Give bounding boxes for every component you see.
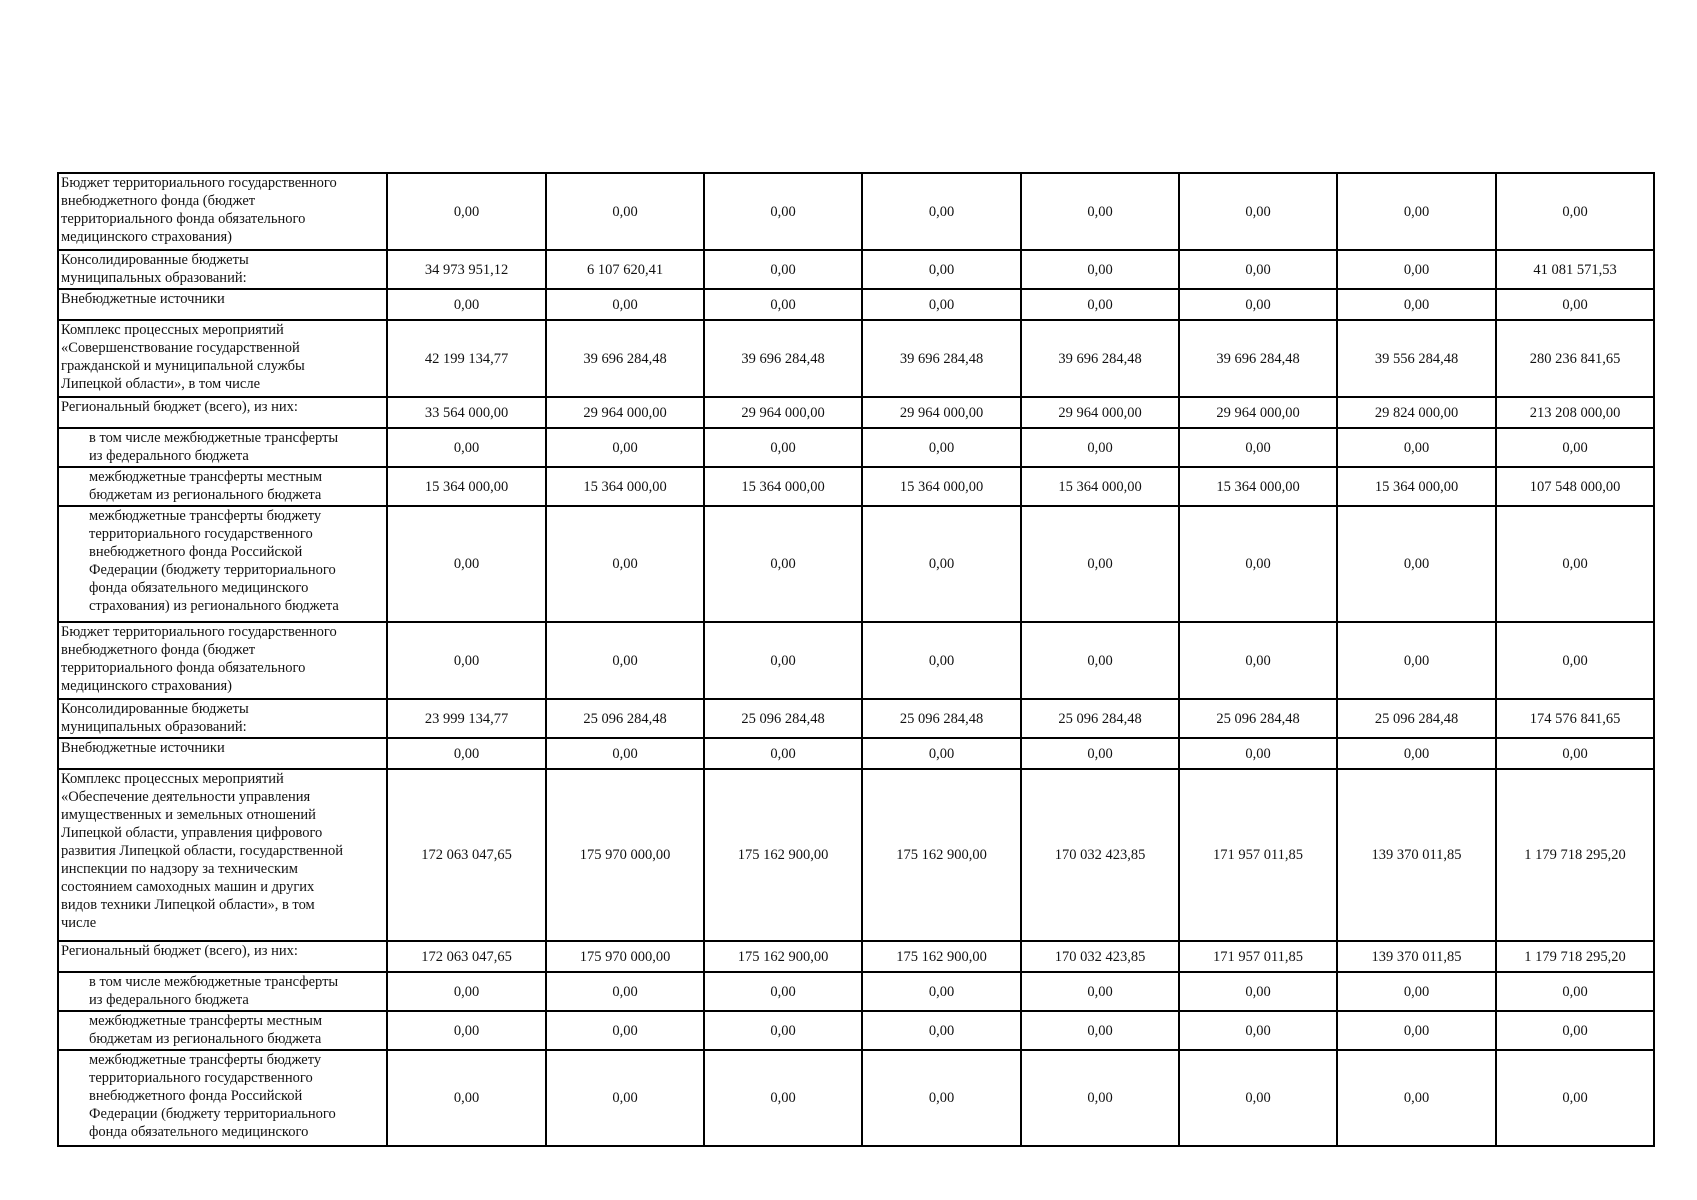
value-cell: 41 081 571,53 <box>1496 250 1654 289</box>
value-cell: 0,00 <box>1337 289 1496 320</box>
table-row <box>58 1011 1654 1050</box>
value-cell: 0,00 <box>387 1050 546 1146</box>
value-cell: 0,00 <box>704 428 862 467</box>
value-cell: 175 162 900,00 <box>704 769 862 941</box>
budget-table <box>57 172 1655 1147</box>
value-cell: 39 696 284,48 <box>1021 320 1179 397</box>
value-cell: 0,00 <box>546 173 704 250</box>
value-cell: 0,00 <box>1337 1050 1496 1146</box>
value-cell: 0,00 <box>704 506 862 622</box>
table-row <box>58 1050 1654 1146</box>
value-cell: 0,00 <box>1179 289 1337 320</box>
row-label: Консолидированные бюджеты муниципальных образований: <box>58 699 387 738</box>
table-row <box>58 941 1654 972</box>
value-cell: 0,00 <box>387 428 546 467</box>
value-cell: 0,00 <box>704 972 862 1011</box>
table-row <box>58 173 1654 250</box>
row-label: Внебюджетные источники <box>58 289 387 320</box>
value-cell: 0,00 <box>862 1050 1021 1146</box>
value-cell: 0,00 <box>1337 506 1496 622</box>
value-cell: 0,00 <box>1021 506 1179 622</box>
value-cell: 0,00 <box>387 289 546 320</box>
value-cell: 0,00 <box>1021 622 1179 699</box>
value-cell: 0,00 <box>546 428 704 467</box>
value-cell: 15 364 000,00 <box>1021 467 1179 506</box>
value-cell: 25 096 284,48 <box>1179 699 1337 738</box>
value-cell: 0,00 <box>1496 428 1654 467</box>
value-cell: 0,00 <box>704 1011 862 1050</box>
row-label: Региональный бюджет (всего), из них: <box>58 941 387 972</box>
value-cell: 0,00 <box>1179 1050 1337 1146</box>
value-cell: 0,00 <box>1021 972 1179 1011</box>
value-cell: 29 964 000,00 <box>546 397 704 428</box>
value-cell: 1 179 718 295,20 <box>1496 769 1654 941</box>
value-cell: 175 162 900,00 <box>704 941 862 972</box>
value-cell: 0,00 <box>862 1011 1021 1050</box>
value-cell: 0,00 <box>704 1050 862 1146</box>
value-cell: 0,00 <box>862 428 1021 467</box>
value-cell: 0,00 <box>704 289 862 320</box>
row-label: Региональный бюджет (всего), из них: <box>58 397 387 428</box>
value-cell: 170 032 423,85 <box>1021 769 1179 941</box>
table-row <box>58 467 1654 506</box>
table-row <box>58 428 1654 467</box>
value-cell: 0,00 <box>1179 622 1337 699</box>
value-cell: 0,00 <box>1179 972 1337 1011</box>
value-cell: 15 364 000,00 <box>1179 467 1337 506</box>
value-cell: 0,00 <box>546 738 704 769</box>
value-cell: 139 370 011,85 <box>1337 941 1496 972</box>
value-cell: 280 236 841,65 <box>1496 320 1654 397</box>
value-cell: 0,00 <box>1179 428 1337 467</box>
value-cell: 0,00 <box>387 506 546 622</box>
value-cell: 0,00 <box>546 972 704 1011</box>
row-label: Бюджет территориального государственного внебюджетного фонда (бюджет территориального фонда обязательного медицинского страхования) <box>58 173 387 250</box>
value-cell: 0,00 <box>1021 173 1179 250</box>
row-label: межбюджетные трансферты бюджету территориального государственного внебюджетного фонда Российской Федерации (бюджету территориального фонда обязательного медицинского <box>58 1050 387 1146</box>
value-cell: 6 107 620,41 <box>546 250 704 289</box>
value-cell: 0,00 <box>862 622 1021 699</box>
value-cell: 0,00 <box>1496 1011 1654 1050</box>
value-cell: 139 370 011,85 <box>1337 769 1496 941</box>
value-cell: 1 179 718 295,20 <box>1496 941 1654 972</box>
value-cell: 170 032 423,85 <box>1021 941 1179 972</box>
value-cell: 0,00 <box>1179 250 1337 289</box>
value-cell: 29 964 000,00 <box>704 397 862 428</box>
value-cell: 0,00 <box>1021 738 1179 769</box>
value-cell: 0,00 <box>1337 622 1496 699</box>
value-cell: 0,00 <box>1337 250 1496 289</box>
value-cell: 0,00 <box>387 622 546 699</box>
value-cell: 0,00 <box>546 1050 704 1146</box>
value-cell: 0,00 <box>1337 173 1496 250</box>
table-row <box>58 320 1654 397</box>
table-row <box>58 622 1654 699</box>
value-cell: 0,00 <box>1337 738 1496 769</box>
table-row <box>58 738 1654 769</box>
value-cell: 0,00 <box>387 1011 546 1050</box>
value-cell: 0,00 <box>546 506 704 622</box>
value-cell: 0,00 <box>1179 173 1337 250</box>
value-cell: 0,00 <box>1337 972 1496 1011</box>
value-cell: 107 548 000,00 <box>1496 467 1654 506</box>
value-cell: 0,00 <box>1021 289 1179 320</box>
value-cell: 0,00 <box>704 622 862 699</box>
row-label: Внебюджетные источники <box>58 738 387 769</box>
value-cell: 25 096 284,48 <box>862 699 1021 738</box>
value-cell: 39 556 284,48 <box>1337 320 1496 397</box>
budget-table-body <box>58 173 1654 1146</box>
value-cell: 33 564 000,00 <box>387 397 546 428</box>
value-cell: 25 096 284,48 <box>1337 699 1496 738</box>
value-cell: 175 162 900,00 <box>862 769 1021 941</box>
value-cell: 23 999 134,77 <box>387 699 546 738</box>
value-cell: 29 964 000,00 <box>1021 397 1179 428</box>
table-row <box>58 699 1654 738</box>
value-cell: 0,00 <box>1179 1011 1337 1050</box>
value-cell: 0,00 <box>1179 506 1337 622</box>
table-row <box>58 397 1654 428</box>
value-cell: 0,00 <box>546 622 704 699</box>
row-label: в том числе межбюджетные трансферты из федерального бюджета <box>58 972 387 1011</box>
value-cell: 0,00 <box>1496 173 1654 250</box>
value-cell: 29 964 000,00 <box>862 397 1021 428</box>
value-cell: 15 364 000,00 <box>704 467 862 506</box>
value-cell: 0,00 <box>1496 506 1654 622</box>
value-cell: 175 970 000,00 <box>546 941 704 972</box>
value-cell: 175 970 000,00 <box>546 769 704 941</box>
row-label: Комплекс процессных мероприятий «Обеспечение деятельности управления имущественных и земельных отношений Липецкой области, управления цифрового развития Липецкой области, государственной инспекции по надзору за техническим состоянием самоходных машин и других видов техники Липецкой области», в том числе <box>58 769 387 941</box>
value-cell: 25 096 284,48 <box>546 699 704 738</box>
value-cell: 0,00 <box>1021 250 1179 289</box>
value-cell: 0,00 <box>862 289 1021 320</box>
value-cell: 0,00 <box>1496 622 1654 699</box>
value-cell: 213 208 000,00 <box>1496 397 1654 428</box>
value-cell: 29 964 000,00 <box>1179 397 1337 428</box>
value-cell: 34 973 951,12 <box>387 250 546 289</box>
value-cell: 42 199 134,77 <box>387 320 546 397</box>
row-label: межбюджетные трансферты бюджету территориального государственного внебюджетного фонда Российской Федерации (бюджету территориального фонда обязательного медицинского страхования) из регионального бюджета <box>58 506 387 622</box>
value-cell: 15 364 000,00 <box>387 467 546 506</box>
value-cell: 0,00 <box>704 173 862 250</box>
value-cell: 0,00 <box>1496 738 1654 769</box>
value-cell: 0,00 <box>704 738 862 769</box>
row-label: Комплекс процессных мероприятий «Совершенствование государственной гражданской и муниципальной службы Липецкой области», в том числе <box>58 320 387 397</box>
row-label: межбюджетные трансферты местным бюджетам из регионального бюджета <box>58 467 387 506</box>
value-cell: 0,00 <box>1337 1011 1496 1050</box>
value-cell: 0,00 <box>1496 1050 1654 1146</box>
value-cell: 0,00 <box>387 738 546 769</box>
value-cell: 0,00 <box>1021 1050 1179 1146</box>
row-label: Консолидированные бюджеты муниципальных образований: <box>58 250 387 289</box>
value-cell: 0,00 <box>1337 428 1496 467</box>
table-row <box>58 506 1654 622</box>
value-cell: 0,00 <box>1496 972 1654 1011</box>
value-cell: 0,00 <box>862 250 1021 289</box>
value-cell: 0,00 <box>1496 289 1654 320</box>
value-cell: 0,00 <box>1179 738 1337 769</box>
value-cell: 0,00 <box>862 972 1021 1011</box>
table-row <box>58 250 1654 289</box>
row-label: межбюджетные трансферты местным бюджетам из регионального бюджета <box>58 1011 387 1050</box>
value-cell: 0,00 <box>1021 428 1179 467</box>
value-cell: 39 696 284,48 <box>546 320 704 397</box>
table-row <box>58 289 1654 320</box>
value-cell: 0,00 <box>862 173 1021 250</box>
value-cell: 174 576 841,65 <box>1496 699 1654 738</box>
value-cell: 15 364 000,00 <box>1337 467 1496 506</box>
value-cell: 0,00 <box>546 1011 704 1050</box>
value-cell: 175 162 900,00 <box>862 941 1021 972</box>
value-cell: 0,00 <box>704 250 862 289</box>
value-cell: 0,00 <box>546 289 704 320</box>
value-cell: 25 096 284,48 <box>1021 699 1179 738</box>
row-label: в том числе межбюджетные трансферты из федерального бюджета <box>58 428 387 467</box>
value-cell: 171 957 011,85 <box>1179 941 1337 972</box>
value-cell: 39 696 284,48 <box>1179 320 1337 397</box>
value-cell: 0,00 <box>862 506 1021 622</box>
value-cell: 0,00 <box>1021 1011 1179 1050</box>
value-cell: 39 696 284,48 <box>704 320 862 397</box>
value-cell: 15 364 000,00 <box>546 467 704 506</box>
table-row <box>58 769 1654 941</box>
value-cell: 29 824 000,00 <box>1337 397 1496 428</box>
row-label: Бюджет территориального государственного внебюджетного фонда (бюджет территориального фонда обязательного медицинского страхования) <box>58 622 387 699</box>
value-cell: 15 364 000,00 <box>862 467 1021 506</box>
value-cell: 172 063 047,65 <box>387 769 546 941</box>
value-cell: 25 096 284,48 <box>704 699 862 738</box>
value-cell: 0,00 <box>862 738 1021 769</box>
value-cell: 0,00 <box>387 173 546 250</box>
value-cell: 39 696 284,48 <box>862 320 1021 397</box>
value-cell: 0,00 <box>387 972 546 1011</box>
value-cell: 172 063 047,65 <box>387 941 546 972</box>
value-cell: 171 957 011,85 <box>1179 769 1337 941</box>
table-row <box>58 972 1654 1011</box>
